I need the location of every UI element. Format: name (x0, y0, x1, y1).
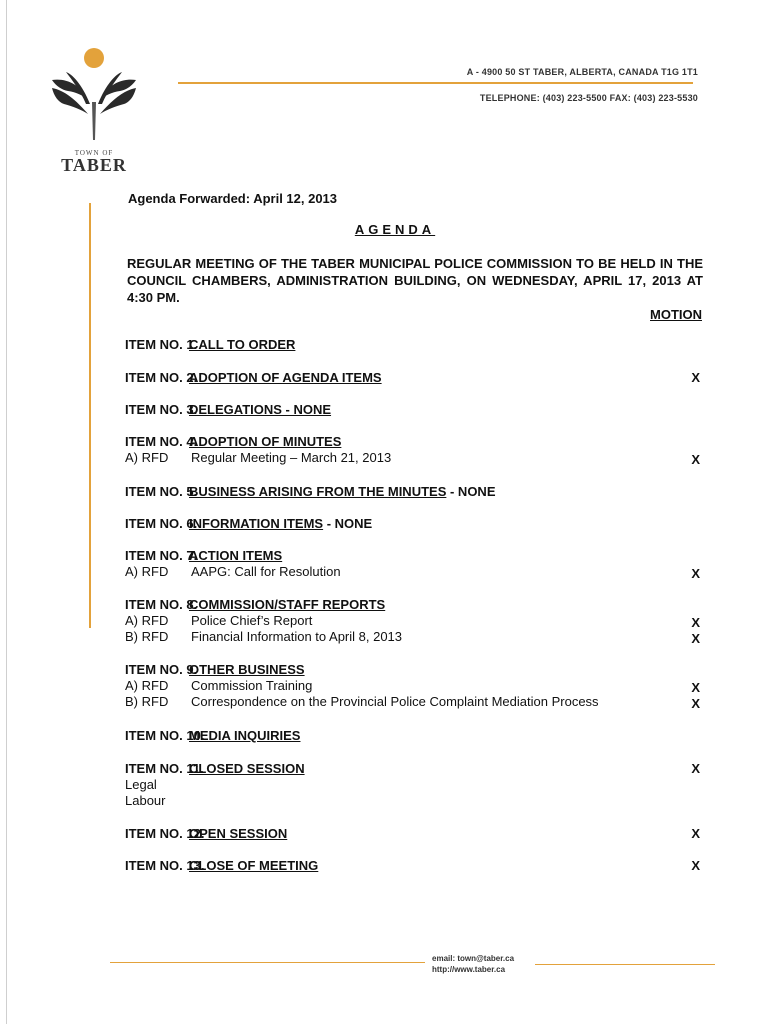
agenda-item-heading (125, 434, 700, 450)
town-name: TABER (61, 155, 127, 175)
agenda-item-number: ITEM NO. 6. (125, 516, 198, 531)
agenda-item-title (125, 728, 300, 743)
subitem-text: Regular Meeting – March 21, 2013 (191, 450, 392, 465)
agenda-item-number: ITEM NO. 7. (125, 548, 198, 563)
agenda-item-title-text: OPEN SESSION (189, 826, 288, 841)
agenda-item-number: ITEM NO. 10. (125, 728, 205, 743)
agenda-subitem (125, 694, 700, 710)
agenda-item (125, 370, 700, 386)
agenda-item-number: ITEM NO. 3. (125, 402, 198, 417)
agenda-item-title-text: CALL TO ORDER (189, 337, 296, 352)
agenda-item-title-text: DELEGATIONS - NONE (189, 402, 332, 417)
subitem-text: Financial Information to April 8, 2013 (191, 629, 403, 644)
agenda-item-heading (125, 597, 700, 613)
agenda-item-heading (125, 516, 700, 532)
agenda-item-title-text: BUSINESS ARISING FROM THE MINUTES (189, 484, 447, 499)
agenda-item (125, 516, 700, 532)
town-of-label: TOWN OF (74, 149, 114, 157)
agenda-item-title (125, 370, 382, 385)
agenda-item (125, 826, 700, 842)
agenda-item-title (125, 662, 305, 677)
agenda-subitem (125, 678, 700, 694)
agenda-item-title (125, 826, 287, 841)
agenda-item-title (125, 597, 385, 612)
agenda-item-title (125, 761, 305, 776)
agenda-item-title (125, 434, 341, 449)
agenda-item-title-text: COMMISSION/STAFF REPORTS (189, 597, 386, 612)
agenda-item (125, 858, 700, 874)
agenda-subitem (125, 564, 700, 580)
agenda-item (125, 597, 700, 645)
agenda-item-number: ITEM NO. 2. (125, 370, 198, 385)
agenda-item (125, 662, 700, 710)
agenda-item-heading (125, 858, 700, 874)
agenda-item-number: ITEM NO. 8. (125, 597, 198, 612)
agenda-item-number: ITEM NO. 12. (125, 826, 205, 841)
motion-mark: X (691, 615, 700, 630)
footer-web: http://www.taber.ca (432, 965, 506, 974)
motion-mark: X (691, 452, 700, 467)
agenda-item-heading (125, 484, 700, 500)
agenda-item-suffix: - NONE (323, 516, 373, 531)
footer-rule-right (535, 964, 715, 965)
letterhead-phone: TELEPHONE: (403) 223-5500 FAX: (403) 223-5530 (479, 93, 698, 103)
page-edge (6, 0, 7, 1024)
agenda-item (125, 484, 700, 500)
motion-mark: X (691, 858, 700, 873)
subitem-code: A) RFD (125, 678, 169, 693)
agenda-item-title (125, 402, 331, 417)
subitem-text: Police Chief’s Report (191, 613, 313, 628)
agenda-item-suffix: - NONE (446, 484, 496, 499)
footer-rule-left (110, 962, 425, 963)
motion-header: MOTION (650, 307, 702, 322)
agenda-item-title (125, 337, 295, 352)
agenda-item-heading (125, 370, 700, 386)
motion-mark: X (691, 680, 700, 695)
agenda-forwarded: Agenda Forwarded: April 12, 2013 (128, 191, 338, 206)
agenda-item-number: ITEM NO. 4. (125, 434, 198, 449)
agenda-item (125, 761, 700, 809)
agenda-item (125, 337, 700, 353)
agenda-item-title (125, 516, 323, 531)
meeting-description: REGULAR MEETING OF THE TABER MUNICIPAL POLICE COMMISSION TO BE HELD IN THE COUNCIL CHAMBERS, ADMINISTRATION BUILDING, ON WEDNESDAY, APRIL 17, 2013 AT 4:30 PM. (127, 256, 703, 305)
agenda-item (125, 728, 700, 744)
agenda-item-heading (125, 826, 700, 842)
agenda-item (125, 548, 700, 580)
agenda-subitem (125, 629, 700, 645)
agenda-item-heading (125, 402, 700, 418)
agenda-item-title-text: ACTION ITEMS (189, 548, 283, 563)
agenda-item-title (125, 858, 318, 873)
motion-mark: X (691, 566, 700, 581)
agenda-item (125, 402, 700, 418)
agenda-item-title-text: MEDIA INQUIRIES (189, 728, 301, 743)
subitem-code: B) RFD (125, 629, 169, 644)
subitem-code: A) RFD (125, 450, 169, 465)
agenda-title: AGENDA (354, 222, 436, 237)
agenda-item-heading (125, 761, 700, 777)
agenda-subitem (125, 450, 700, 466)
letterhead-rule (178, 82, 693, 84)
agenda-item-title (125, 484, 446, 499)
agenda-item-title-text: ADOPTION OF AGENDA ITEMS (189, 370, 382, 385)
closed-session-topic: Labour (125, 793, 166, 808)
agenda-item-number: ITEM NO. 9. (125, 662, 198, 677)
agenda-subitem (125, 613, 700, 629)
motion-mark: X (691, 631, 700, 646)
agenda-item-number: ITEM NO. 5. (125, 484, 198, 499)
agenda-item-title-text: INFORMATION ITEMS (189, 516, 324, 531)
subitem-text: Correspondence on the Provincial Police Complaint Mediation Process (191, 694, 599, 709)
agenda-item-heading (125, 662, 700, 678)
motion-mark: X (691, 826, 700, 841)
agenda-item-heading (125, 728, 700, 744)
agenda-item-title-text: ADOPTION OF MINUTES (189, 434, 342, 449)
closed-session-topic: Legal (125, 777, 157, 792)
agenda-item-number: ITEM NO. 1. (125, 337, 198, 352)
agenda-item-title (125, 548, 282, 563)
subitem-code: B) RFD (125, 694, 169, 709)
agenda-item-heading (125, 548, 700, 564)
town-of-taber-logo (46, 44, 142, 156)
agenda-item-title-text: OTHER BUSINESS (189, 662, 305, 677)
footer-contact (432, 953, 514, 975)
agenda-item-heading (125, 337, 700, 353)
letterhead-address: A - 4900 50 ST TABER, ALBERTA, CANADA T1G 1T1 (466, 67, 698, 77)
subitem-code: A) RFD (125, 564, 169, 579)
subitem-text: Commission Training (191, 678, 313, 693)
margin-rule (89, 203, 91, 628)
agenda-item (125, 434, 700, 466)
motion-mark: X (691, 761, 700, 776)
agenda-item-number: ITEM NO. 11. (125, 761, 204, 776)
agenda-item-title-text: CLOSED SESSION (189, 761, 305, 776)
subitem-code: A) RFD (125, 613, 169, 628)
motion-mark: X (691, 370, 700, 385)
agenda-item-number: ITEM NO. 13. (125, 858, 205, 873)
footer-email: email: town@taber.ca (432, 954, 515, 963)
subitem-text: AAPG: Call for Resolution (191, 564, 341, 579)
agenda-item-title-text: CLOSE OF MEETING (189, 858, 319, 873)
motion-mark: X (691, 696, 700, 711)
